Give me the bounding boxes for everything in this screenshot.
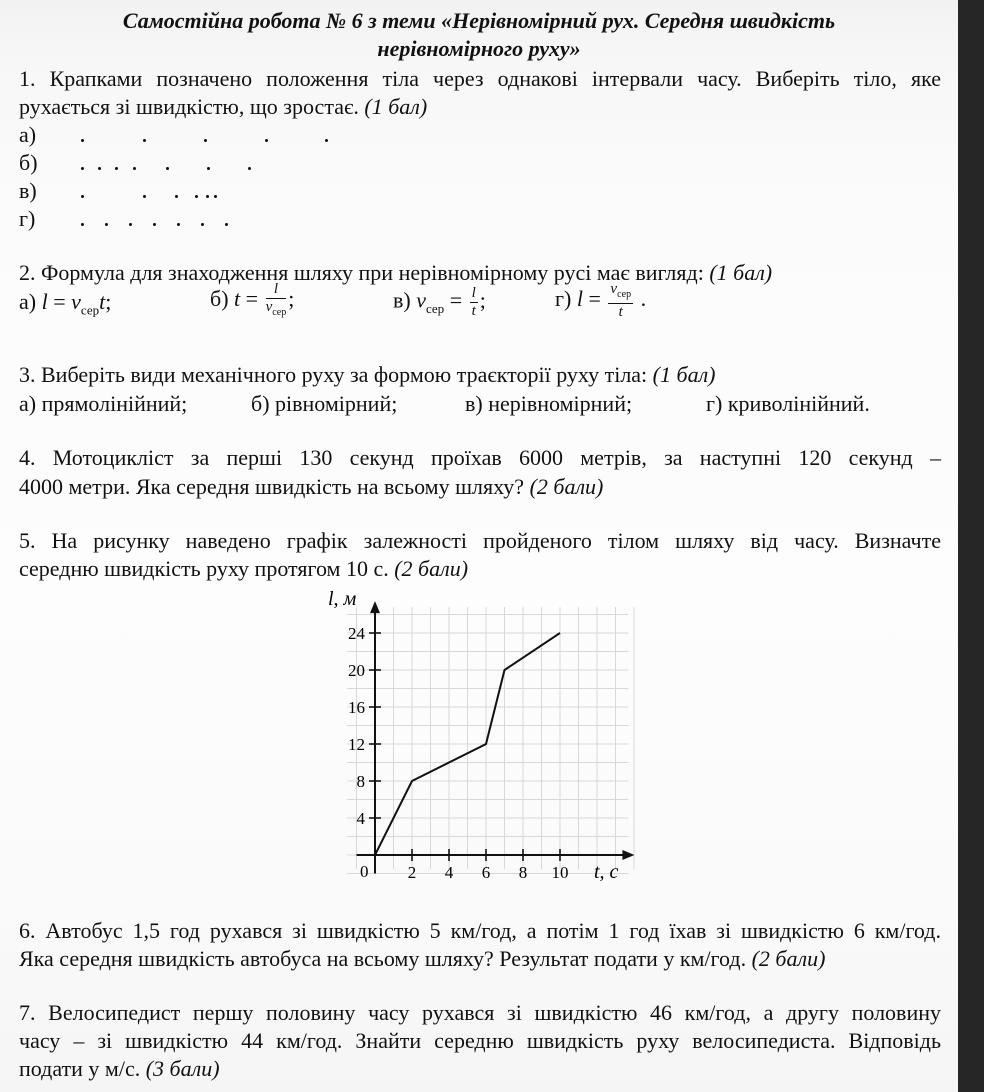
q1-position-dot [133,167,136,170]
q2-option-a-label: а) [19,289,37,314]
q1-position-dot [81,223,84,226]
q2-option-c-label: в) [393,287,411,313]
y-tick-label: 24 [348,624,365,643]
q1-position-dot [81,139,84,142]
q2-points: (1 бал) [709,260,773,285]
q1-position-dot [325,139,328,142]
q1-position-dot [177,223,180,226]
q3-text: 3. Виберіть види механічного руху за формою траєкторії руху тіла: [19,362,653,387]
q1-position-dot [207,167,210,170]
q3-option-b: б) рівномірний; [251,391,398,416]
q1-position-dot [98,167,101,170]
q1-text-line-1: 1. Крапками позначено положення тіла через однакові інтервали часу. Виберіть тіло, яке [19,66,941,91]
q2-option-c-fraction: $\frac{l}{t}$ [471,285,476,319]
q1-position-dot [166,167,169,170]
q1-position-dot [143,195,146,198]
dark-side-strip [958,0,984,1092]
q5-text-line-1: 5. На рисунку наведено графік залежності пройденого тілом шляху від часу. Визначте [19,528,941,553]
y-tick-label: 20 [348,661,365,680]
q1-position-dot [153,223,156,226]
q4-points: (2 бали) [529,474,604,499]
q6-points: (2 бали) [751,946,826,971]
q6-text: Яка середня швидкість автобуса на всьому шляху? Результат подати у км/год. [19,946,752,971]
q2-option-d-fraction: $\frac{v_{сер}}{t}$ [610,281,632,320]
q2-text: 2. Формула для знаходження шляху при нерівномірному русі має вигляд: [19,260,710,285]
q4-text: 4000 метри. Яка середня швидкість на всьому шляху? [19,474,530,499]
q1-position-dot [81,195,84,198]
q1-position-dot [105,223,108,226]
q4-text-line-2 [19,474,603,500]
q1-text-line-2 [19,94,427,120]
chart-grid [347,607,634,873]
q1-option-label: г) [19,206,36,231]
y-tick-label: 12 [348,735,365,754]
q1-position-dot [225,223,228,226]
q7-text-line-2: часу – зі швидкістю 44 км/год. Знайти середню швидкість руху велосипедиста. Відповідь [19,1028,941,1053]
x-tick-label: 10 [551,863,569,882]
q2-option-d-label: г) [555,286,572,312]
origin-label: 0 [360,862,369,881]
q5-points: (2 бали) [394,556,469,581]
q5-text: середню швидкість руху протягом 10 с. [19,556,395,581]
chart-axes [357,601,635,873]
q5-text-line-2 [19,556,468,582]
q1-position-dot [214,195,217,198]
x-axis-arrow [622,850,634,860]
q1-position-dot [201,223,204,226]
q3-text-line [19,362,715,388]
q3-points: (1 бал) [652,362,716,387]
x-tick-label: 2 [407,863,417,882]
q1-position-dot [175,195,178,198]
q1-position-dot [143,139,146,142]
q1-position-dot [204,139,207,142]
q2-option-b: б) t = $\frac{l}{v_{сер}}$ ; [210,281,294,321]
q1-option-label: в) [19,178,37,203]
q1-position-dot [115,167,118,170]
q4-text-line-1: 4. Мотоцикліст за перші 130 секунд проїхав 6000 метрів, за наступні 120 секунд – [19,445,941,470]
title-line-1: Самостійна робота № 6 з теми «Нерівномірний рух. Середня швидкість [122,8,836,33]
q2-option-a: а) $l = v_{сер}t$; [19,289,112,318]
q1-position-dot [129,223,132,226]
y-axis-arrow [370,601,380,613]
q2-option-c: в) $v_{сер}$ = $\frac{l}{t}$ ; [393,285,486,319]
q2-option-a-formula: l [41,289,48,314]
q6-text-line-1: 6. Автобус 1,5 год рухався зі швидкістю 5 км/год, а потім 1 год їхав зі швидкістю 6 км/год. [19,918,941,943]
q2-option-d: г) l = $\frac{v_{сер}}{t}$ . [555,281,647,320]
q3-option-d: г) криволінійний. [706,391,870,416]
q7-text-line-3 [19,1056,220,1082]
q1-text: рухається зі швидкістю, що зростає. [19,94,365,119]
x-axis-label: t, с [594,861,619,883]
x-tick-label: 6 [481,863,491,882]
q1-position-dot [81,167,84,170]
y-tick-label: 4 [356,809,365,828]
q3-option-c: в) нерівномірний; [465,391,633,416]
title-line-2: нерівномірного руху» [377,36,581,61]
q1-option-label: б) [19,150,38,175]
q7-text: подати у м/с. [19,1056,146,1081]
q7-points: (3 бали) [145,1056,220,1081]
q1-position-dot [195,195,198,198]
x-tick-label: 8 [518,863,528,882]
q1-position-dot [248,167,251,170]
y-tick-label: 8 [356,772,365,791]
distance-time-chart [300,580,650,890]
q2-text-line [19,260,772,286]
q2-option-b-label: б) [210,286,229,312]
q3-option-a: а) прямолінійний; [19,391,188,416]
q7-text-line-1: 7. Велосипедист першу половину часу рухався зі швидкістю 46 км/год, а другу половину [19,1000,941,1025]
q1-position-dot [265,139,268,142]
q1-points: (1 бал) [364,94,428,119]
x-tick-label: 4 [444,863,454,882]
q2-option-b-fraction: $\frac{l}{v_{сер}}$ [265,281,287,318]
q6-text-line-2 [19,946,825,972]
y-tick-label: 16 [348,698,365,717]
y-axis-label: l, м [328,588,357,610]
q1-option-label: а) [19,122,37,147]
q1-position-dot [206,195,209,198]
